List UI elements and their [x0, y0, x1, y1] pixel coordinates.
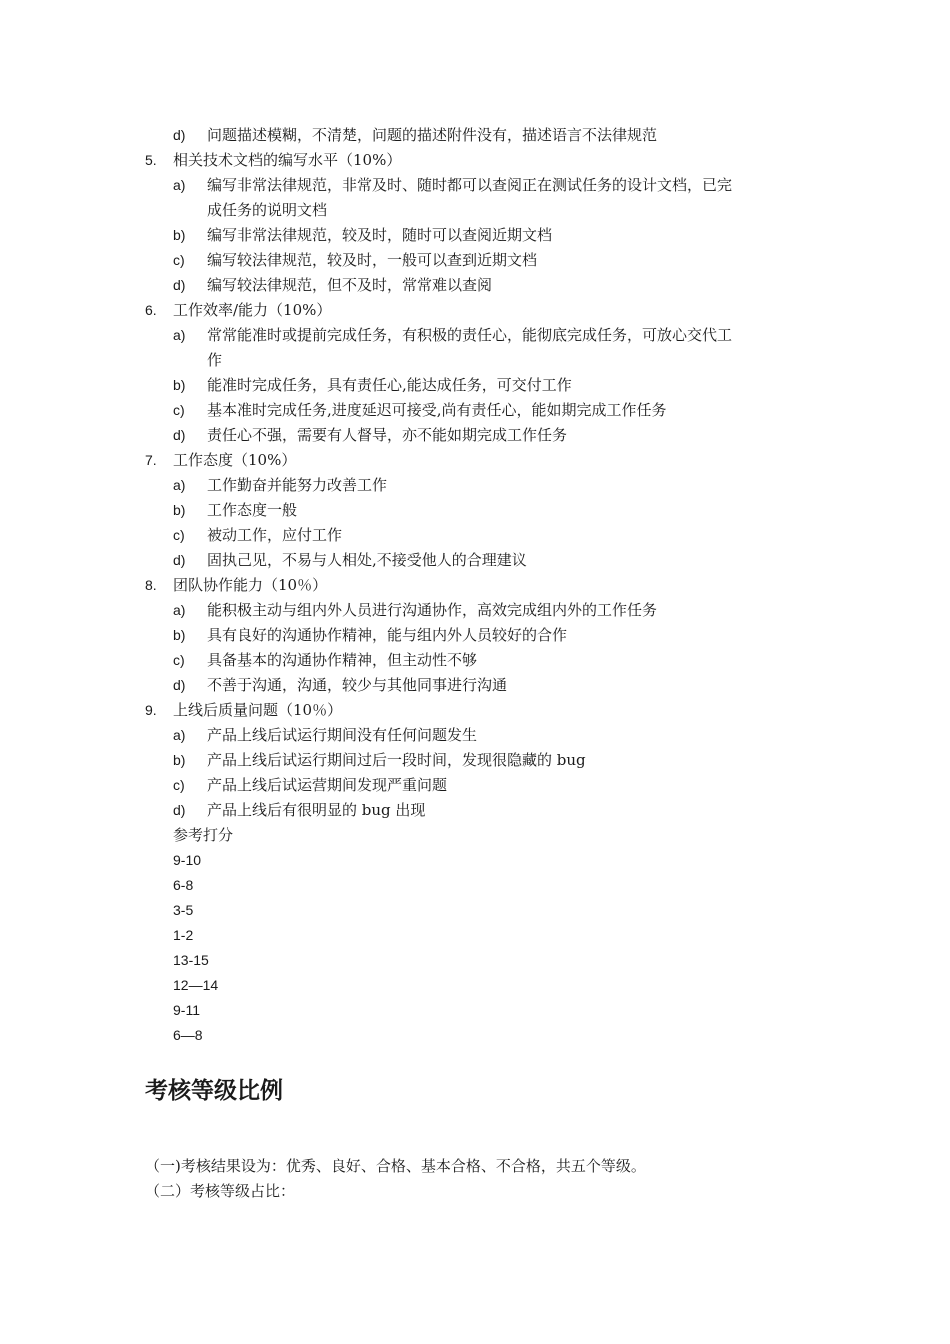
item-text: 产品上线后试运行期间没有任何问题发生 [207, 726, 478, 744]
item-text: 责任心不强，需要有人督导，亦不能如期完成工作任务 [207, 426, 568, 444]
item-marker: d) [173, 802, 186, 818]
item-text: 基本准时完成任务,进度延迟可接受,尚有责任心，能如期完成工作任务 [207, 401, 667, 419]
item-marker: c) [173, 402, 185, 418]
item-marker: a) [173, 602, 186, 618]
item-marker: c) [173, 527, 185, 543]
item-text: 固执己见，不易与人相处,不接受他人的合理建议 [207, 551, 527, 569]
item-text-continued: 作 [207, 351, 223, 369]
item-text: 编写较法律规范，但不及时，常常难以查阅 [207, 276, 493, 294]
item-text-continued: 成任务的说明文档 [207, 201, 328, 219]
section-title: 上线后质量问题（10％） [173, 701, 343, 719]
item-marker: a) [173, 727, 186, 743]
section-title: 工作效率/能力（10%） [173, 301, 332, 319]
paragraph: （一)考核结果设为：优秀、良好、合格、基本合格、不合格，共五个等级。 [145, 1157, 646, 1175]
section-heading: 考核等级比例 [145, 1078, 283, 1104]
item-text: 具有良好的沟通协作精神，能与组内外人员较好的合作 [207, 626, 568, 644]
reference-value: 12—14 [173, 977, 219, 993]
reference-value: 6—8 [173, 1027, 203, 1043]
section-number: 5. [145, 152, 157, 168]
item-text: 编写非常法律规范，较及时，随时可以查阅近期文档 [207, 226, 553, 244]
item-marker: c) [173, 252, 185, 268]
section-title: 相关技术文档的编写水平（10%） [173, 151, 402, 169]
item-marker: d) [173, 127, 186, 143]
section-title: 团队协作能力（10％） [173, 576, 328, 594]
item-marker: c) [173, 652, 185, 668]
item-marker: a) [173, 327, 186, 343]
item-marker: b) [173, 502, 186, 518]
item-text: 常常能准时或提前完成任务，有积极的责任心，能彻底完成任务，可放心交代工 [207, 326, 733, 344]
section-number: 8. [145, 577, 157, 593]
item-marker: d) [173, 427, 186, 443]
item-marker: b) [173, 752, 186, 768]
item-text: 能积极主动与组内外人员进行沟通协作，高效完成组内外的工作任务 [207, 601, 658, 619]
item-text: 编写较法律规范，较及时，一般可以查到近期文档 [207, 251, 538, 269]
item-text: 能准时完成任务，具有责任心,能达成任务，可交付工作 [207, 376, 572, 394]
item-marker: b) [173, 627, 186, 643]
item-text: 问题描述模糊，不清楚，问题的描述附件没有，描述语言不法律规范 [207, 126, 658, 144]
item-text: 工作态度一般 [207, 501, 298, 519]
item-text: 产品上线后有很明显的 bug 出现 [207, 801, 426, 819]
section-number: 9. [145, 702, 157, 718]
item-marker: d) [173, 677, 186, 693]
item-text: 编写非常法律规范，非常及时、随时都可以查阅正在测试任务的设计文档，已完 [207, 176, 733, 194]
paragraph: （二）考核等级占比： [145, 1182, 296, 1200]
reference-value: 9-11 [173, 1002, 200, 1018]
item-text: 具备基本的沟通协作精神，但主动性不够 [207, 651, 478, 669]
item-text: 产品上线后试运行期间过后一段时间，发现很隐藏的 bug [207, 751, 586, 769]
item-marker: a) [173, 177, 186, 193]
section-title: 工作态度（10%） [173, 451, 297, 469]
item-text: 被动工作，应付工作 [207, 526, 343, 544]
reference-value: 9-10 [173, 852, 202, 868]
reference-value: 3-5 [173, 902, 194, 918]
item-marker: d) [173, 277, 186, 293]
item-marker: c) [173, 777, 185, 793]
reference-value: 1-2 [173, 927, 194, 943]
reference-value: 6-8 [173, 877, 194, 893]
item-text: 工作勤奋并能努力改善工作 [207, 476, 388, 494]
item-text: 不善于沟通，沟通，较少与其他同事进行沟通 [207, 676, 508, 694]
item-marker: d) [173, 552, 186, 568]
item-marker: a) [173, 477, 186, 493]
item-marker: b) [173, 377, 186, 393]
section-number: 6. [145, 302, 157, 318]
reference-value: 13-15 [173, 952, 209, 968]
item-text: 产品上线后试运营期间发现严重问题 [207, 776, 448, 794]
reference-title: 参考打分 [173, 826, 234, 844]
section-number: 7. [145, 452, 157, 468]
item-marker: b) [173, 227, 186, 243]
